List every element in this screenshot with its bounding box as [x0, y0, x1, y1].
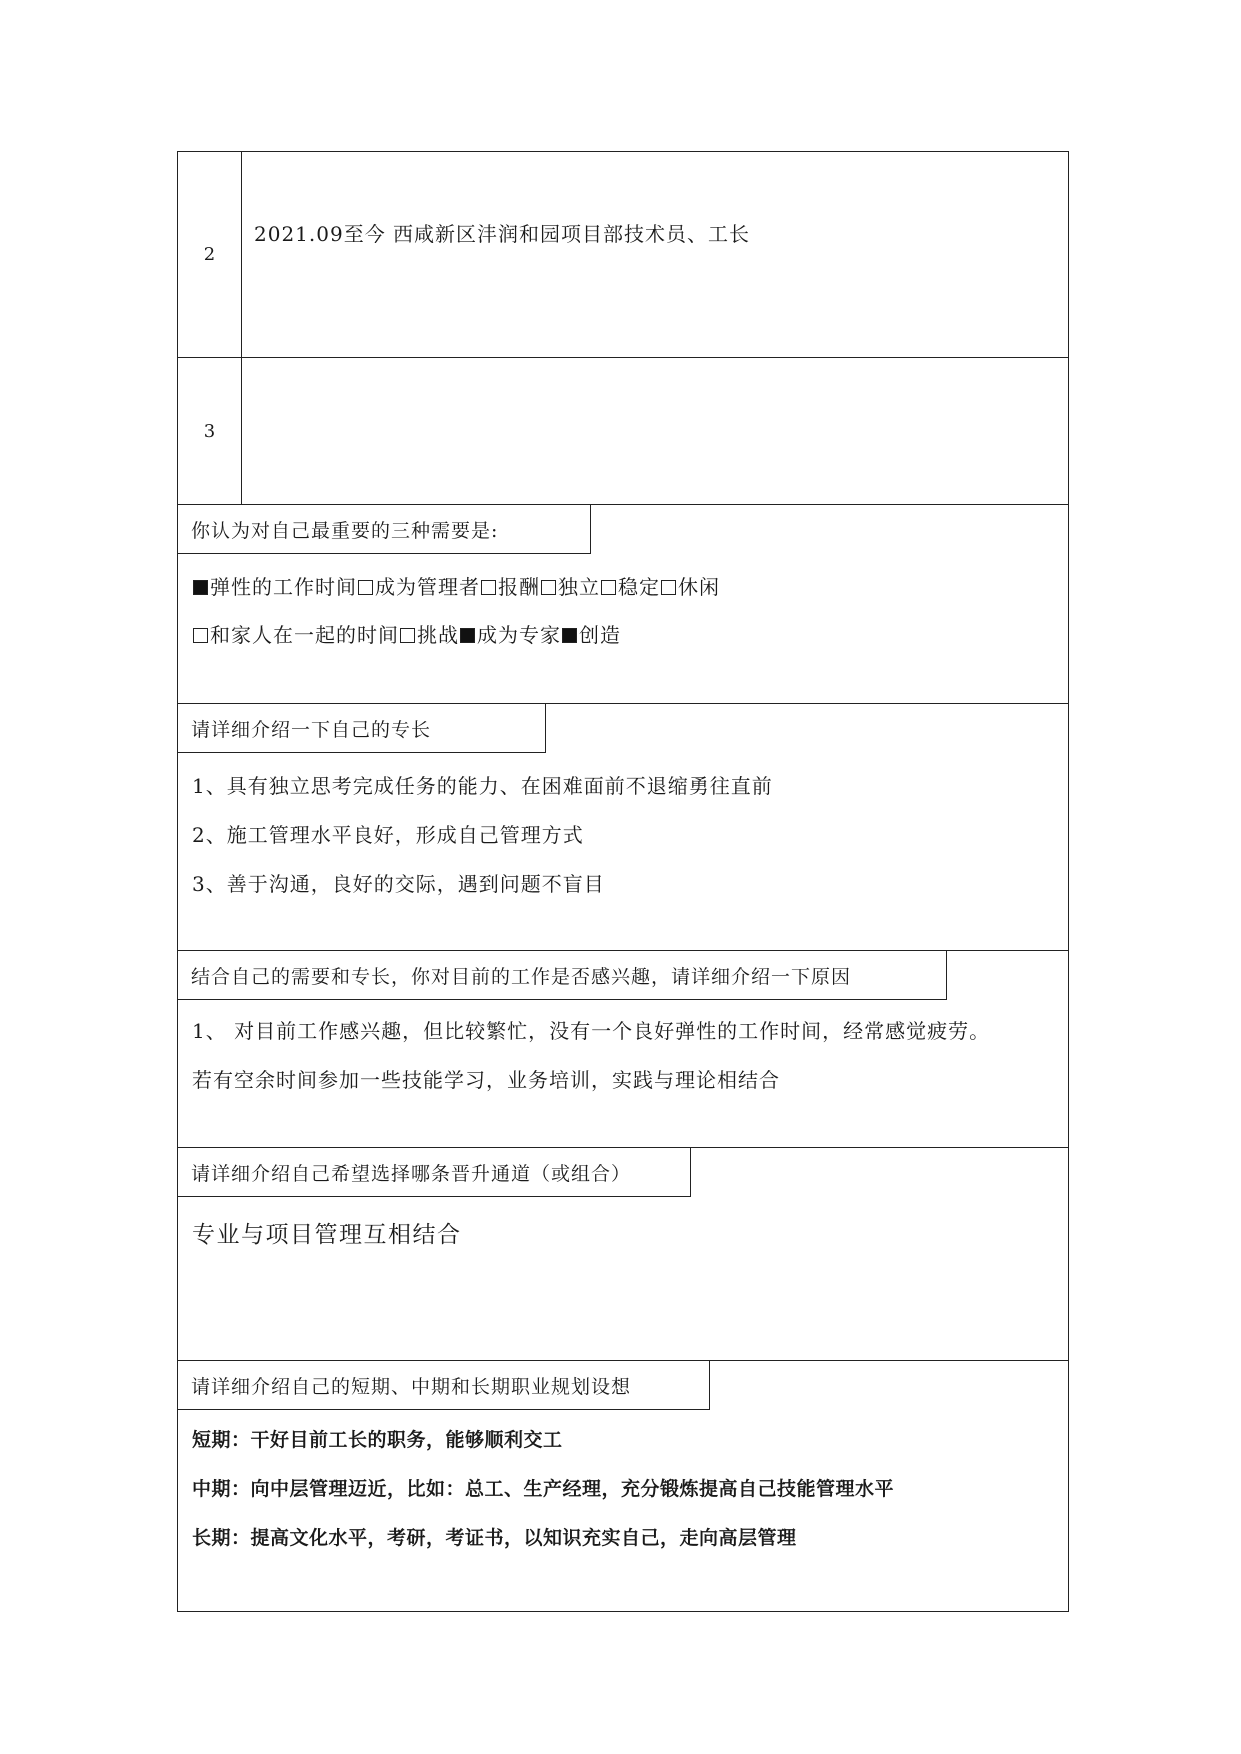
checkbox-option-label: 挑战	[417, 623, 459, 647]
checkbox-option-label: 弹性的工作时间	[210, 575, 357, 599]
interest-line: 若有空余时间参加一些技能学习，业务培训，实践与理论相结合	[192, 1068, 780, 1092]
checkbox-option-label: 稳定	[618, 575, 660, 599]
promotion-line: 专业与项目管理互相结合	[192, 1222, 462, 1248]
interest-question-label: 结合自己的需要和专长，你对目前的工作是否感兴趣，请详细介绍一下原因	[178, 951, 947, 1000]
promotion-section	[178, 1147, 1068, 1360]
experience-row	[178, 357, 1068, 504]
checkbox-option-label: 和家人在一起的时间	[210, 623, 399, 647]
checkbox-option-label: 报酬	[498, 575, 540, 599]
promotion-question-label: 请详细介绍自己希望选择哪条晋升通道（或组合）	[178, 1148, 691, 1197]
needs-options-line	[192, 571, 720, 600]
checkbox-unchecked[interactable]	[481, 580, 496, 595]
checkbox-checked[interactable]	[562, 628, 577, 643]
checkbox-checked[interactable]	[193, 580, 208, 595]
career-planning-form	[177, 151, 1069, 1612]
checkbox-option-label: 成为专家	[477, 623, 561, 647]
specialty-line: 3、善于沟通，良好的交际，遇到问题不盲目	[192, 872, 605, 896]
interest-line: 1、 对目前工作感兴趣，但比较繁忙，没有一个良好弹性的工作时间，经常感觉疲劳。	[192, 1019, 991, 1043]
experience-row	[178, 152, 1068, 357]
checkbox-option-label: 独立	[558, 575, 600, 599]
checkbox-unchecked[interactable]	[358, 580, 373, 595]
career-question-label: 请详细介绍自己的短期、中期和长期职业规划设想	[178, 1361, 710, 1410]
specialty-line: 1、具有独立思考完成任务的能力、在困难面前不退缩勇往直前	[192, 774, 773, 798]
needs-question-label: 你认为对自己最重要的三种需要是:	[178, 505, 591, 554]
checkbox-unchecked[interactable]	[601, 580, 616, 595]
specialty-question-label: 请详细介绍一下自己的专长	[178, 704, 546, 753]
checkbox-option-label: 成为管理者	[375, 575, 480, 599]
row-index: 3	[178, 358, 242, 504]
career-long-term-line: 长期：提高文化水平，考研，考证书，以知识充实自己，走向高层管理	[192, 1527, 797, 1549]
needs-options-line	[192, 619, 621, 648]
specialty-line: 2、施工管理水平良好，形成自己管理方式	[192, 823, 584, 847]
checkbox-option-label: 休闲	[678, 575, 720, 599]
needs-section	[178, 504, 1068, 703]
checkbox-option-label: 创造	[579, 623, 621, 647]
specialty-section	[178, 703, 1068, 950]
checkbox-unchecked[interactable]	[661, 580, 676, 595]
checkbox-unchecked[interactable]	[400, 628, 415, 643]
career-short-term-line: 短期：干好目前工长的职务，能够顺利交工	[192, 1429, 563, 1451]
checkbox-unchecked[interactable]	[193, 628, 208, 643]
career-mid-term-line: 中期：向中层管理迈近，比如：总工、生产经理，充分锻炼提高自己技能管理水平	[192, 1478, 895, 1500]
checkbox-checked[interactable]	[460, 628, 475, 643]
career-section	[178, 1360, 1068, 1613]
checkbox-unchecked[interactable]	[541, 580, 556, 595]
interest-section	[178, 950, 1068, 1147]
row-index: 2	[178, 152, 242, 357]
experience-entry: 2021.09至今 西咸新区沣润和园项目部技术员、工长	[254, 222, 751, 246]
